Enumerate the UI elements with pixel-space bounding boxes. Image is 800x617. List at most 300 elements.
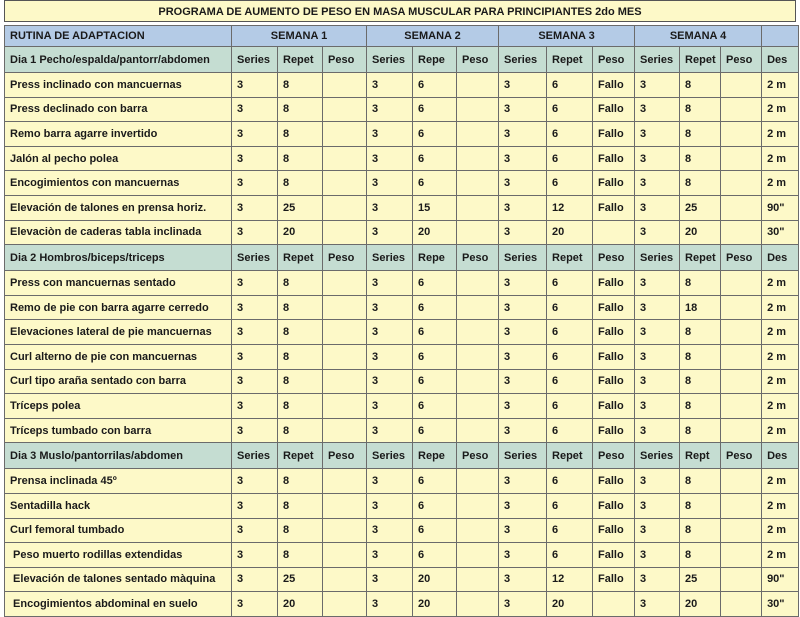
value-cell: [721, 97, 762, 122]
value-cell: 3: [635, 122, 680, 147]
value-cell: 3: [367, 146, 413, 171]
value-cell: Fallo: [593, 73, 635, 98]
column-header: Peso: [323, 245, 367, 271]
value-cell: [323, 369, 367, 394]
value-cell: 6: [413, 97, 457, 122]
header-blank-cell: [762, 26, 799, 47]
value-cell: 3: [499, 543, 547, 568]
value-cell: 3: [499, 271, 547, 296]
value-cell: 2 m: [762, 344, 799, 369]
value-cell: 3: [635, 146, 680, 171]
value-cell: 3: [635, 518, 680, 543]
value-cell: 2 m: [762, 469, 799, 494]
value-cell: 6: [413, 295, 457, 320]
value-cell: 3: [232, 543, 278, 568]
exercise-row: [5, 73, 799, 98]
value-cell: [721, 220, 762, 245]
value-cell: 8: [278, 394, 323, 419]
value-cell: [721, 73, 762, 98]
column-header: Repe: [413, 47, 457, 73]
column-header: Series: [499, 245, 547, 271]
value-cell: 6: [547, 271, 593, 296]
value-cell: 6: [413, 493, 457, 518]
exercise-row: [5, 543, 799, 568]
value-cell: [721, 271, 762, 296]
exercise-row: [5, 344, 799, 369]
value-cell: Fallo: [593, 344, 635, 369]
day-header-row: [5, 443, 799, 469]
value-cell: Fallo: [593, 543, 635, 568]
value-cell: 3: [499, 195, 547, 220]
value-cell: 3: [499, 394, 547, 419]
value-cell: 8: [278, 171, 323, 196]
value-cell: 20: [278, 220, 323, 245]
value-cell: [457, 122, 499, 147]
value-cell: 8: [680, 73, 721, 98]
column-header: Series: [367, 47, 413, 73]
value-cell: [721, 493, 762, 518]
value-cell: 6: [413, 394, 457, 419]
exercise-row: [5, 418, 799, 443]
day-header-row: [5, 245, 799, 271]
column-header: Series: [232, 245, 278, 271]
value-cell: 8: [680, 344, 721, 369]
exercise-row: [5, 369, 799, 394]
value-cell: 6: [413, 171, 457, 196]
value-cell: 25: [680, 567, 721, 592]
value-cell: [457, 295, 499, 320]
value-cell: Fallo: [593, 567, 635, 592]
value-cell: [457, 220, 499, 245]
value-cell: 8: [278, 418, 323, 443]
exercise-row: [5, 469, 799, 494]
exercise-row: [5, 320, 799, 345]
value-cell: 3: [635, 493, 680, 518]
value-cell: [721, 295, 762, 320]
value-cell: 3: [232, 592, 278, 617]
value-cell: Fallo: [593, 122, 635, 147]
value-cell: 3: [367, 369, 413, 394]
routine-label: RUTINA DE ADAPTACION: [5, 26, 232, 47]
column-header: Peso: [323, 443, 367, 469]
value-cell: [457, 543, 499, 568]
value-cell: 3: [232, 271, 278, 296]
value-cell: 3: [367, 418, 413, 443]
exercise-name: Encogimientos abdominal en suelo: [5, 592, 232, 617]
exercise-name: Curl alterno de pie con mancuernas: [5, 344, 232, 369]
value-cell: 6: [547, 146, 593, 171]
value-cell: 6: [547, 518, 593, 543]
value-cell: 3: [232, 344, 278, 369]
value-cell: 8: [680, 394, 721, 419]
exercise-row: [5, 171, 799, 196]
column-header: Series: [367, 443, 413, 469]
value-cell: 3: [232, 518, 278, 543]
value-cell: Fallo: [593, 518, 635, 543]
value-cell: [593, 220, 635, 245]
value-cell: 20: [413, 592, 457, 617]
value-cell: 2 m: [762, 418, 799, 443]
value-cell: 3: [635, 567, 680, 592]
value-cell: 6: [547, 122, 593, 147]
exercise-name: Elevación de talones en prensa horiz.: [5, 195, 232, 220]
value-cell: 6: [413, 146, 457, 171]
column-header: Des: [762, 47, 799, 73]
value-cell: 3: [635, 97, 680, 122]
value-cell: 3: [367, 320, 413, 345]
value-cell: 3: [367, 122, 413, 147]
value-cell: 3: [499, 567, 547, 592]
value-cell: 3: [635, 320, 680, 345]
value-cell: 3: [499, 295, 547, 320]
value-cell: 20: [278, 592, 323, 617]
value-cell: [457, 369, 499, 394]
exercise-row: [5, 195, 799, 220]
value-cell: 3: [499, 493, 547, 518]
value-cell: [457, 418, 499, 443]
value-cell: 6: [413, 73, 457, 98]
value-cell: 3: [232, 418, 278, 443]
value-cell: 2 m: [762, 122, 799, 147]
column-header: Series: [232, 443, 278, 469]
value-cell: 20: [413, 220, 457, 245]
value-cell: 3: [499, 73, 547, 98]
value-cell: 3: [499, 592, 547, 617]
value-cell: 3: [232, 171, 278, 196]
column-header: Series: [232, 47, 278, 73]
value-cell: 8: [278, 320, 323, 345]
value-cell: [323, 295, 367, 320]
value-cell: 3: [232, 146, 278, 171]
value-cell: 8: [680, 369, 721, 394]
exercise-name: Tríceps tumbado con barra: [5, 418, 232, 443]
value-cell: 6: [547, 418, 593, 443]
column-header: Series: [635, 245, 680, 271]
exercise-name: Peso muerto rodillas extendidas: [5, 543, 232, 568]
value-cell: 30": [762, 592, 799, 617]
value-cell: 3: [232, 469, 278, 494]
value-cell: 8: [680, 171, 721, 196]
value-cell: 8: [680, 122, 721, 147]
column-header: Repe: [413, 245, 457, 271]
value-cell: 8: [278, 295, 323, 320]
value-cell: 3: [232, 295, 278, 320]
value-cell: 2 m: [762, 295, 799, 320]
column-header: Repet: [278, 245, 323, 271]
value-cell: 3: [367, 171, 413, 196]
value-cell: [721, 122, 762, 147]
value-cell: 8: [680, 146, 721, 171]
value-cell: 3: [232, 220, 278, 245]
value-cell: [457, 97, 499, 122]
value-cell: [323, 543, 367, 568]
column-header: Peso: [721, 47, 762, 73]
value-cell: 3: [635, 195, 680, 220]
exercise-name: Elevaciòn de caderas tabla inclinada: [5, 220, 232, 245]
value-cell: Fallo: [593, 295, 635, 320]
value-cell: [721, 592, 762, 617]
header-row: [5, 26, 799, 47]
value-cell: 8: [680, 320, 721, 345]
value-cell: 3: [232, 369, 278, 394]
value-cell: 3: [367, 271, 413, 296]
value-cell: [721, 146, 762, 171]
value-cell: [323, 320, 367, 345]
exercise-name: Press declinado con barra: [5, 97, 232, 122]
value-cell: 20: [413, 567, 457, 592]
value-cell: [721, 320, 762, 345]
column-header: Repet: [278, 47, 323, 73]
value-cell: 8: [278, 122, 323, 147]
value-cell: 6: [413, 320, 457, 345]
value-cell: 30": [762, 220, 799, 245]
value-cell: 3: [367, 195, 413, 220]
value-cell: 2 m: [762, 493, 799, 518]
value-cell: 3: [635, 220, 680, 245]
routine-table: [4, 25, 799, 617]
value-cell: Fallo: [593, 369, 635, 394]
exercise-name: Elevación de talones sentado màquina: [5, 567, 232, 592]
day-header-row: [5, 47, 799, 73]
value-cell: 8: [278, 344, 323, 369]
value-cell: [721, 567, 762, 592]
column-header: Peso: [721, 443, 762, 469]
value-cell: 2 m: [762, 73, 799, 98]
value-cell: 2 m: [762, 320, 799, 345]
value-cell: 3: [499, 369, 547, 394]
value-cell: 3: [635, 394, 680, 419]
value-cell: 3: [499, 469, 547, 494]
value-cell: 25: [278, 567, 323, 592]
value-cell: [721, 195, 762, 220]
value-cell: 2 m: [762, 394, 799, 419]
value-cell: 3: [367, 469, 413, 494]
value-cell: 6: [413, 418, 457, 443]
value-cell: 2 m: [762, 146, 799, 171]
value-cell: Fallo: [593, 469, 635, 494]
value-cell: [323, 97, 367, 122]
value-cell: 3: [635, 369, 680, 394]
value-cell: [457, 73, 499, 98]
column-header: Peso: [721, 245, 762, 271]
column-header: Peso: [593, 443, 635, 469]
value-cell: 3: [499, 171, 547, 196]
value-cell: 8: [680, 418, 721, 443]
value-cell: [323, 567, 367, 592]
value-cell: 20: [680, 220, 721, 245]
value-cell: 6: [413, 271, 457, 296]
value-cell: 3: [367, 592, 413, 617]
exercise-name: Elevaciones lateral de pie mancuernas: [5, 320, 232, 345]
value-cell: 3: [499, 97, 547, 122]
value-cell: 15: [413, 195, 457, 220]
exercise-row: [5, 518, 799, 543]
value-cell: 3: [367, 344, 413, 369]
column-header: Peso: [457, 245, 499, 271]
value-cell: [457, 394, 499, 419]
value-cell: 20: [547, 220, 593, 245]
exercise-row: [5, 567, 799, 592]
value-cell: 8: [680, 493, 721, 518]
value-cell: 6: [413, 518, 457, 543]
value-cell: [323, 73, 367, 98]
column-header: Rept: [680, 443, 721, 469]
value-cell: 6: [547, 295, 593, 320]
value-cell: 8: [680, 518, 721, 543]
value-cell: 25: [278, 195, 323, 220]
value-cell: 3: [499, 122, 547, 147]
exercise-row: [5, 394, 799, 419]
value-cell: 3: [367, 220, 413, 245]
value-cell: 2 m: [762, 543, 799, 568]
day-title: Dia 3 Muslo/pantorrilas/abdomen: [5, 443, 232, 469]
value-cell: 12: [547, 567, 593, 592]
value-cell: 3: [499, 344, 547, 369]
exercise-name: Prensa inclinada 45º: [5, 469, 232, 494]
value-cell: 3: [232, 320, 278, 345]
value-cell: [721, 543, 762, 568]
value-cell: 3: [232, 122, 278, 147]
exercise-name: Remo barra agarre invertido: [5, 122, 232, 147]
column-header: Series: [635, 443, 680, 469]
exercise-name: Sentadilla hack: [5, 493, 232, 518]
value-cell: [721, 171, 762, 196]
value-cell: [457, 344, 499, 369]
value-cell: 18: [680, 295, 721, 320]
value-cell: 8: [278, 518, 323, 543]
exercise-row: [5, 122, 799, 147]
exercise-name: Press inclinado con mancuernas: [5, 73, 232, 98]
value-cell: Fallo: [593, 195, 635, 220]
value-cell: [323, 518, 367, 543]
week-4-header: SEMANA 4: [635, 26, 762, 47]
value-cell: 8: [278, 73, 323, 98]
value-cell: 90": [762, 567, 799, 592]
value-cell: 3: [499, 146, 547, 171]
value-cell: [323, 344, 367, 369]
value-cell: [323, 122, 367, 147]
value-cell: [323, 394, 367, 419]
value-cell: [457, 320, 499, 345]
value-cell: 3: [499, 220, 547, 245]
value-cell: 2 m: [762, 271, 799, 296]
column-header: Repet: [547, 443, 593, 469]
value-cell: 6: [547, 171, 593, 196]
value-cell: 3: [232, 195, 278, 220]
exercise-row: [5, 592, 799, 617]
value-cell: [457, 271, 499, 296]
value-cell: 3: [635, 171, 680, 196]
column-header: Repet: [278, 443, 323, 469]
value-cell: [323, 220, 367, 245]
value-cell: 3: [367, 394, 413, 419]
column-header: Repet: [680, 47, 721, 73]
value-cell: 90": [762, 195, 799, 220]
column-header: Series: [635, 47, 680, 73]
value-cell: Fallo: [593, 146, 635, 171]
value-cell: 8: [680, 97, 721, 122]
exercise-row: [5, 271, 799, 296]
table-body: [5, 26, 799, 617]
value-cell: 3: [367, 543, 413, 568]
value-cell: 3: [232, 493, 278, 518]
value-cell: 3: [499, 518, 547, 543]
value-cell: 2 m: [762, 97, 799, 122]
value-cell: 3: [635, 271, 680, 296]
value-cell: [457, 567, 499, 592]
exercise-name: Encogimientos con mancuernas: [5, 171, 232, 196]
day-title: Dia 2 Hombros/biceps/triceps: [5, 245, 232, 271]
value-cell: 3: [367, 73, 413, 98]
value-cell: 6: [547, 344, 593, 369]
value-cell: [457, 493, 499, 518]
value-cell: 6: [547, 469, 593, 494]
value-cell: [721, 469, 762, 494]
value-cell: [457, 469, 499, 494]
value-cell: 3: [635, 543, 680, 568]
value-cell: 6: [413, 543, 457, 568]
exercise-row: [5, 146, 799, 171]
value-cell: 8: [278, 97, 323, 122]
value-cell: [457, 592, 499, 617]
value-cell: 8: [278, 369, 323, 394]
week-1-header: SEMANA 1: [232, 26, 367, 47]
value-cell: 6: [413, 369, 457, 394]
column-header: Repet: [547, 47, 593, 73]
value-cell: 3: [499, 320, 547, 345]
column-header: Repet: [680, 245, 721, 271]
value-cell: [323, 271, 367, 296]
value-cell: 3: [635, 592, 680, 617]
value-cell: 8: [278, 493, 323, 518]
value-cell: 3: [367, 518, 413, 543]
value-cell: 20: [547, 592, 593, 617]
value-cell: Fallo: [593, 394, 635, 419]
column-header: Peso: [593, 245, 635, 271]
value-cell: [457, 146, 499, 171]
value-cell: 3: [499, 418, 547, 443]
value-cell: [323, 171, 367, 196]
value-cell: [721, 418, 762, 443]
column-header: Repe: [413, 443, 457, 469]
value-cell: [323, 418, 367, 443]
value-cell: Fallo: [593, 171, 635, 196]
value-cell: 2 m: [762, 518, 799, 543]
value-cell: Fallo: [593, 320, 635, 345]
column-header: Peso: [457, 47, 499, 73]
value-cell: 3: [367, 493, 413, 518]
value-cell: 6: [547, 73, 593, 98]
value-cell: [721, 394, 762, 419]
exercise-name: Remo de pie con barra agarre cerredo: [5, 295, 232, 320]
value-cell: 3: [635, 295, 680, 320]
value-cell: 20: [680, 592, 721, 617]
value-cell: [457, 518, 499, 543]
column-header: Peso: [457, 443, 499, 469]
value-cell: 8: [278, 146, 323, 171]
value-cell: [323, 469, 367, 494]
exercise-row: [5, 220, 799, 245]
value-cell: 3: [367, 97, 413, 122]
value-cell: 6: [547, 369, 593, 394]
value-cell: 6: [413, 469, 457, 494]
value-cell: [323, 592, 367, 617]
value-cell: 12: [547, 195, 593, 220]
value-cell: 3: [232, 97, 278, 122]
exercise-row: [5, 295, 799, 320]
value-cell: [593, 592, 635, 617]
column-header: Series: [499, 443, 547, 469]
